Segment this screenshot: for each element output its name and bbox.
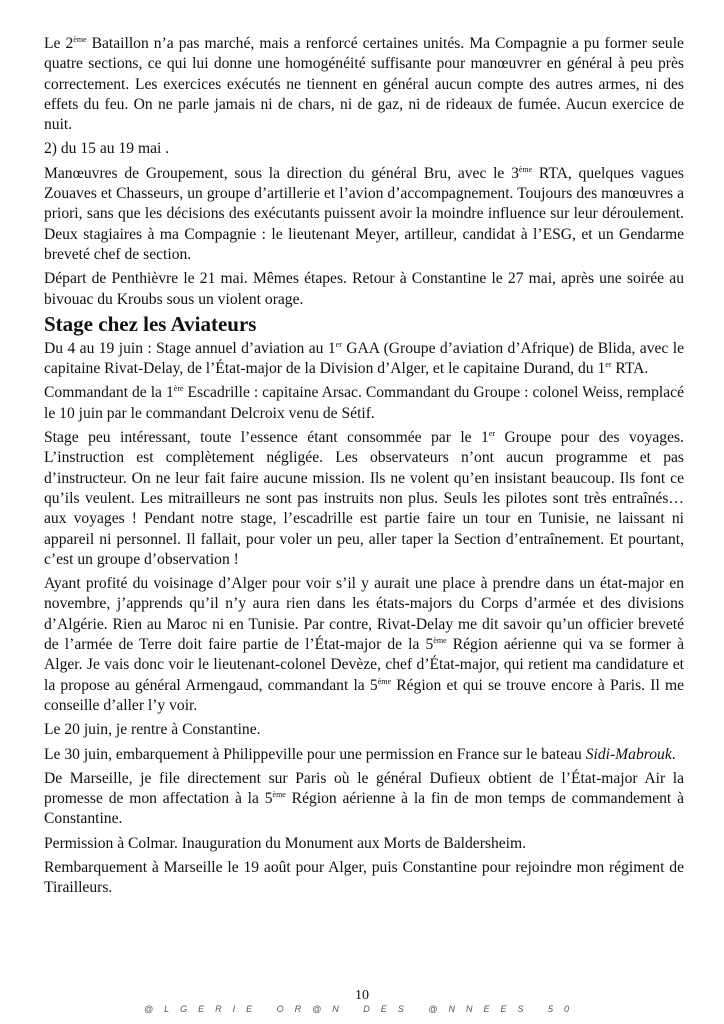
superscript: ème	[73, 34, 87, 44]
paragraph	[44, 769, 684, 830]
page-body	[44, 34, 684, 903]
text: Ayant profité du voisinage d’Alger pour voir s’il y aurait une place à prendre dans un état-major en novembre, j’apprends qu’il n’y aura rien dans les états-majors du Corps d’armée et des divisions d’Algérie. Rien au Maroc ni en Tunisie. Par contre, Rivat-Delay me dit savoir qu’un officier breveté de l’armée de Terre doit faire partie de l’État-major de la 5	[44, 575, 684, 654]
text: RTA, quelques vagues Zouaves et Chasseurs, un groupe d’artillerie et l’avion d’accompagnement. Toujours des manœuvres a priori, sans que les décisions des exécutants puissent avoir la moindre influence sur leur déroulement. Deux stagiaires à ma Compagnie : le lieutenant Meyer, artilleur, candidat à l’ESG, et un Gendarme breveté chef de section.	[44, 164, 684, 263]
superscript: ème	[433, 635, 447, 645]
ship-name: Sidi-Mabrouk	[585, 745, 672, 763]
superscript: ème	[272, 789, 286, 799]
paragraph	[44, 428, 684, 570]
text: Commandant de la 1	[44, 384, 174, 402]
text: Région aérienne à la fin de mon temps de commandement à Constantine.	[44, 790, 684, 828]
paragraph	[44, 339, 684, 380]
section-heading: Stage chez les Aviateurs	[44, 311, 257, 336]
text: Bataillon n’a pas marché, mais a renforcé certaines unités. Ma Compagnie a pu former seule quatre sections, ce qui lui donne une homogénéité suffisante pour manœuvrer en général à peu près correctement. Les exercices exécutés ne tiennent en général aucun compte des autres armes, ni des effets du feu. On ne parle jamais ni de chars, ni de gaz, ni de rideaux de fumée. Aucun exercice de nuit.	[44, 35, 684, 134]
paragraph	[44, 34, 684, 135]
paragraph: Rembarquement à Marseille le 19 août pour Alger, puis Constantine pour rejoindre mon régiment de Tirailleurs.	[44, 858, 684, 897]
text: GAA (Groupe d’aviation d’Afrique) de Blida, avec le capitaine Rivat-Delay, de l’État-major de la Division d’Alger, et le capitaine Durand, du 1	[44, 339, 684, 378]
text: Groupe pour des voyages. L’instruction est complètement négligée. Les observateurs n’ont aucun programme et pas d’instructeur. On ne leur fait faire aucune mission. Ils ne volent qu’en insistant beaucoup. Ils font ce qu’ils veulent. Les mitrailleurs ne sont pas instruits non plus. Seuls les pilotes sont très entraînés… aux voyages ! Pendant notre stage, l’escadrille est partie faire un tour en Tunisie, ne laissant ni appareil ni personnel. Il fallait, pour voler un peu, aller taper la Section d’entraînement. Et pourtant, c’est un groupe d’observation !	[44, 429, 684, 568]
text: Manœuvres de Groupement, sous la direction du général Bru, avec le 3	[44, 164, 519, 182]
paragraph	[44, 745, 684, 765]
footer-text: @LGERIE OR@N DES @NNEES 50	[144, 1004, 580, 1014]
superscript: ème	[518, 164, 533, 174]
text: Le 2	[44, 35, 74, 52]
text: RTA.	[611, 360, 649, 378]
superscript: er	[488, 428, 496, 438]
paragraph	[44, 164, 684, 265]
superscript: ème	[377, 676, 392, 686]
paragraph: Départ de Penthièvre le 21 mai. Mêmes étapes. Retour à Constantine le 27 mai, après une soirée au bivouac du Kroubs sous un violent orage.	[44, 270, 684, 308]
superscript: ère	[173, 384, 184, 394]
paragraph: Permission à Colmar. Inauguration du Monument aux Morts de Baldersheim.	[44, 834, 527, 852]
text: De Marseille, je file directement sur Paris où le général Dufieux obtient de l’État-major Air la promesse de mon affectation à la 5	[44, 769, 684, 808]
paragraph: 2) du 15 au 19 mai .	[44, 140, 170, 158]
text: Région et qui se trouve encore à Paris. Il me conseille d’aller l’y voir.	[44, 676, 685, 714]
text: Escadrille : capitaine Arsac. Commandant du Groupe : colonel Weiss, remplacé le 10 juin par le commandant Delcroix venu de Sétif.	[44, 384, 684, 422]
text: Région aérienne qui va se former à Alger. Je vais donc voir le lieutenant-colonel Devèze, chef d’État-major, qui retient ma candidature et la propose au général Armengaud, commandant la 5	[44, 636, 684, 694]
text: .	[671, 745, 676, 763]
paragraph	[44, 383, 684, 424]
text: Stage peu intéressant, toute l’essence étant consommée par le 1	[44, 429, 489, 447]
page-number: 10	[355, 988, 369, 1003]
paragraph	[44, 574, 684, 716]
superscript: er	[605, 359, 612, 369]
text: Du 4 au 19 juin : Stage annuel d’aviation au 1	[44, 339, 336, 357]
text: Le 30 juin, embarquement à Philippeville pour une permission en France sur le bateau	[44, 745, 586, 763]
paragraph: Le 20 juin, je rentre à Constantine.	[44, 721, 261, 739]
superscript: er	[335, 339, 342, 349]
